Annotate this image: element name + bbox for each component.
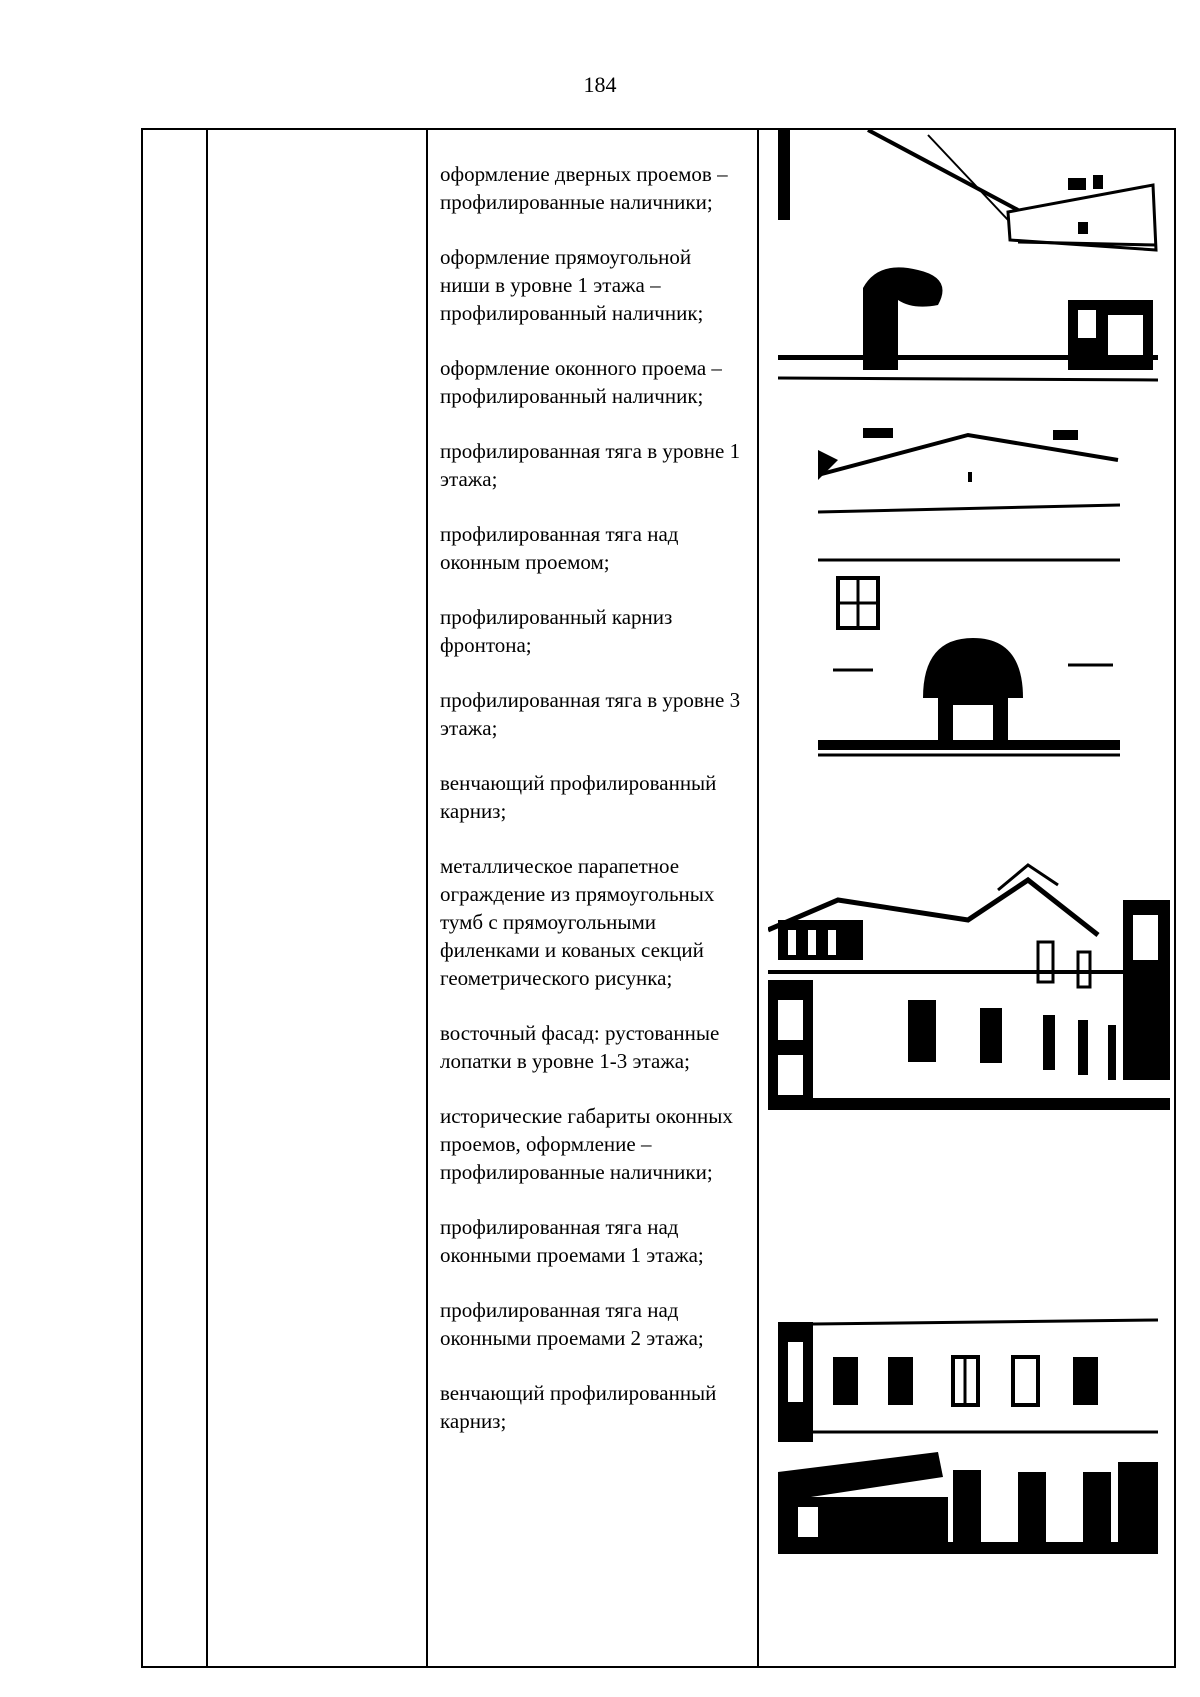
list-item — [440, 686, 746, 742]
list-item — [440, 1102, 746, 1186]
description-item-text: профилированная тяга в уровне 1 этажа; — [440, 439, 741, 491]
list-item — [440, 354, 746, 410]
description-item-text: оформление прямоугольной ниши в уровне 1 этажа – профилированный наличник; — [440, 245, 704, 325]
description-item-text: венчающий профилированный карниз; — [440, 1381, 717, 1433]
description-item-text: профилированная тяга над оконными проемами 1 этажа; — [440, 1215, 704, 1267]
list-item — [440, 1213, 746, 1269]
list-item — [440, 1296, 746, 1352]
description-item-text: оформление оконного проема – профилированный наличник; — [440, 356, 722, 408]
description-column — [440, 160, 746, 1462]
description-item-text: профилированный карниз фронтона; — [440, 605, 673, 657]
description-item-text: восточный фасад: рустованные лопатки в уровне 1-3 этажа; — [440, 1021, 720, 1073]
list-item — [440, 1379, 746, 1435]
description-item-text: металлическое парапетное ограждение из прямоугольных тумб с прямоугольными филенками и кованых секций геометрического рисунка; — [440, 854, 715, 990]
list-item — [440, 243, 746, 327]
list-item — [440, 852, 746, 992]
description-item-text: венчающий профилированный карниз; — [440, 771, 717, 823]
column-divider-2 — [426, 128, 428, 1668]
description-item-text: оформление дверных проемов – профилированные наличники; — [440, 162, 728, 214]
column-divider-1 — [206, 128, 208, 1668]
column-divider-3 — [757, 128, 759, 1668]
page-number: 184 — [583, 72, 617, 97]
list-item — [440, 520, 746, 576]
list-item — [440, 160, 746, 216]
list-item — [440, 769, 746, 825]
list-item — [440, 603, 746, 659]
list-item — [440, 1019, 746, 1075]
description-item-text: профилированная тяга над оконным проемом; — [440, 522, 679, 574]
building-photo-2 — [818, 420, 1120, 772]
description-item-text: исторические габариты оконных проемов, оформление – профилированные наличники; — [440, 1104, 733, 1184]
building-photo-1 — [778, 130, 1158, 382]
description-item-text: профилированная тяга в уровне 3 этажа; — [440, 688, 741, 740]
description-item-text: профилированная тяга над оконными проемами 2 этажа; — [440, 1298, 704, 1350]
list-item — [440, 437, 746, 493]
building-photo-4 — [778, 1302, 1158, 1554]
building-photo-3 — [768, 860, 1170, 1110]
